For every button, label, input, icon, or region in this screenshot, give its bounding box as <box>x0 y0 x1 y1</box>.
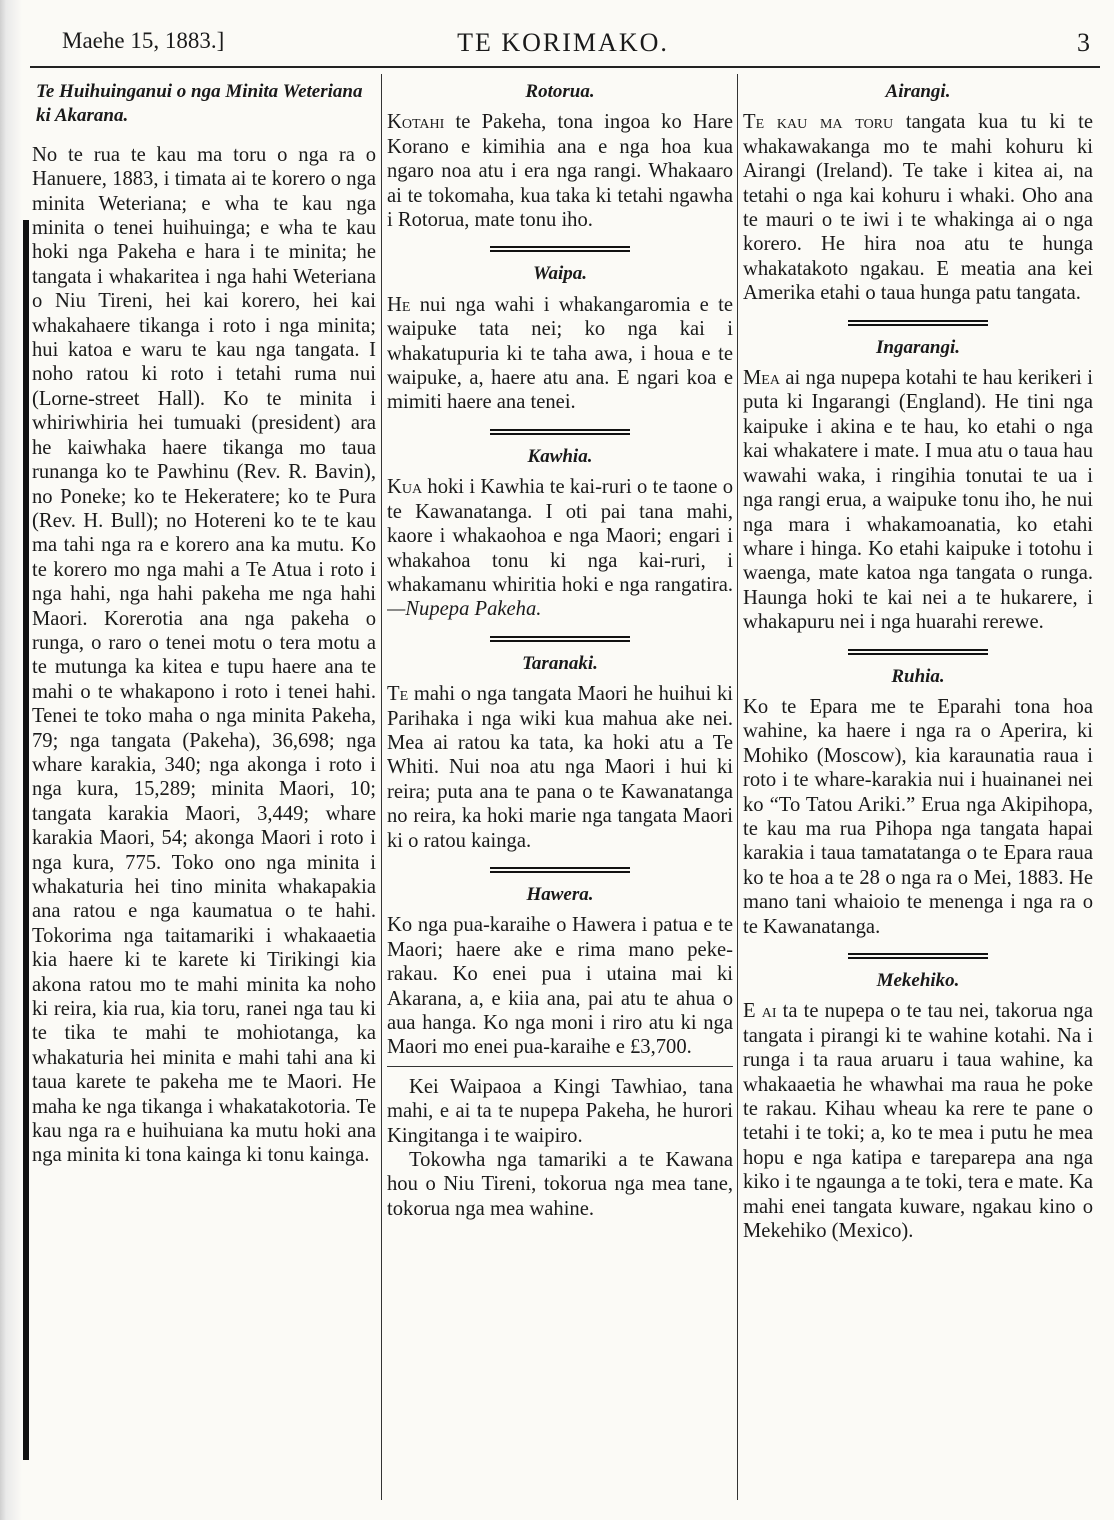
issue-date: Maehe 15, 1883.] <box>62 28 225 53</box>
article-body-ingarangi: Mea ai nga nupepa kotahi te hau kerikeri i puta ki Ingarangi (England). He tini nga kaipuke i akina e te hau, ko etahi o nga kai whakatere i mate. I mua atu o taua hau wawahi waka, i ringihia tonutai te ua i nga rangi erua, a waipuke tonu iho, he nui nga mara i whakamoanatia, ko etahi whare i hinga. Ko etahi kaipuke i totohu i waenga, mate katoa nga tangata o runga. Haunga hoki te kai nei a te hukarere, i whakapuru nei i nga huarahi rerewe. <box>743 367 1093 634</box>
article-body-tawhiao: Kei Waipaoa a Kingi Tawhiao, tana mahi, e ai ta te nupepa Pakeha, he hurori Kingitanga i te waipiro. <box>387 1075 733 1147</box>
article-body-kawana: Tokowha nga tamariki a te Kawana hou o Niu Tireni, tokorua nga mea tane, tokorua nga mea wahine. <box>387 1149 733 1220</box>
page-header <box>30 28 1096 68</box>
article-title-rotorua: Rotorua. <box>525 81 595 102</box>
article-body-hawera: Ko nga pua-karaihe o Hawera i patua e te Maori; haere ake e rima mano peke-rakau. Ko enei pua i utaina mai ki Akarana, a, e kiia ana, pai atu te ahua o aua hanga. Ko nga moni i riro atu ki nga Maori mo enei pua-karaihe e £3,700. <box>387 914 733 1059</box>
article-title-ingarangi: Ingarangi. <box>876 336 960 358</box>
page-number: 3 <box>1077 28 1090 57</box>
article-body-taranaki: Te mahi o nga tangata Maori he huihui ki Parihaka i nga wiki kua mahua ake nei. Mea ai ratou ka tata, ka hoki atu a Te Whiti. Nui noa atu nga Maori i hui ki reira; puta ana te pana o te Kawanatanga no reira, ka hoki marie nga tangata Maori ki o ratou kainga. <box>387 683 733 852</box>
section-divider <box>848 320 988 326</box>
article-body-rotorua: Kotahi te Pakeha, tona ingoa ko Hare Korano e kimihia ana e nga hoa kua ngaro noa atu i era nga rangi. Whakaaro ai te tokomaha, kua taka ki tetahi ngawha i Rotorua, mate tonu iho. <box>387 111 733 232</box>
article-body-kawhia: Kua hoki i Kawhia te kai-ruri o te taone o te Kawanatanga. I oti pai tana mahi, kaore i whakaohoa e nga Maori; engari i whakahoa tonu ki nga kai-ruri, i whakamanu whiritia hoki e nga rangatira.—Nupepa Pakeha. <box>387 476 733 621</box>
section-divider <box>490 246 630 252</box>
column-1 <box>32 74 376 1506</box>
binding-mark <box>23 220 29 1460</box>
article-body-airangi: Te kau ma toru tangata kua tu ki te whakawakanga mo te mahi kohuru ki Airangi (Ireland). Te take i kitea ai, na tetahi o nga kai kohuru i whaki. Oho ana te mauri o te iwi i te whakinga ai o nga korero. He hira noa atu te hunga whakatakoto ngakau. E meatia ana kei Amerika etahi o taua hunga patu tangata. <box>743 111 1093 305</box>
page-edge <box>0 0 22 1520</box>
section-divider <box>848 953 988 959</box>
article-title-taranaki: Taranaki. <box>522 652 598 674</box>
article-title-kawhia: Kawhia. <box>527 445 593 467</box>
newspaper-title: TE KORIMAKO. <box>457 28 669 57</box>
article-title-mekehiko: Mekehiko. <box>876 970 960 991</box>
short-rule <box>387 1066 733 1067</box>
column-rule <box>381 74 382 1500</box>
section-divider <box>490 636 630 642</box>
article-title-hawera: Hawera. <box>526 883 594 905</box>
article-title-waipa: Waipa. <box>532 263 587 285</box>
article-body-waipa: He nui nga wahi i whakangaromia e te waipuke tata nei; ko nga kai i whakatupuria ki te taha awa, i houa e te waipuke, a, haere atu ana. E ngari koa e mimiti haere ana tenei. <box>387 293 733 414</box>
article-body-minita: No te rua te kau ma toru o nga ra o Hanuere, 1883, i timata ai te korero o nga minita Weteriana; e wha te kau nga minita o tenei huihuinga; e wha te kau hoki nga Pakeha e hara i te minita; he tangata i whakaritea i nga hahi Weteriana o Niu Tireni, hei kai korero, hei kai whakahaere tikanga i roto i nga minita; hui katoa e waru te kau nga tangata. I noho ratou ki roto i tetahi ruma nui (Lorne-street Hall). Ko te minita i whiriwhiria hei tumuaki (president) ara he kaiwhaka haere tikanga mo taua runanga ko te Pawhinu (Rev. R. Bavin), no Poneke; ko te Hekeratere; ko te Pura (Rev. H. Bull); no Hotereni ko te te kau ma tahi nga ra e korero ana ka mutu. Ko te korero mo nga mahi a Te Atua i roto i nga hahi, nga hahi pakeha me nga hahi Maori. Korerotia ana nga pakeha o runga, o raro o tenei motu o tera motu a te mutunga ka kitea e tupu haere ana te mahi o te whakapono i roto i tenei hahi. Tenei te toko maha o nga minita Pakeha, 79; nga tangata (Pakeha), 36,698; nga whare karakia, 340; nga akonga i roto i nga kura, 15,289; minita Maori, 10; tangata karakia Maori, 3,449; whare karakia Maori, 54; akonga Maori i roto i nga kura, 775. Toko ono nga minita i whakaturia hei tino minita whakapakia ana ratou e nga kaumatua o te hahi. Tokorima nga taitamariki i whakaaetia kia haere ki te karete ki Tirikingi kia akona ratou mo te mahi minita ka noho ki reira, kia rua, kia toru, ranei nga tau ki te tika te mahi te mohiotanga, ka whakaturia hei minita e mahi tahi ana ki taua karete te pakeha me te Maori. He maha ke nga tikanga i whakatakotoria. Te kau nga ra e huihuiana ka mutu hoki ana nga minita ki tona kainga ki tonu kainga. <box>32 143 376 1167</box>
article-title-minita: Te Huihuinganui o nga Minita Weteriana ki Akarana. <box>36 81 363 127</box>
column-rule <box>737 74 738 1500</box>
article-body-ruhia: Ko te Epara me te Eparahi tona hoa wahine, ka haere i nga ra o Aperira, ki Mohiko (Moscow), kia karaunatia raua i roto i te whare-karakia nui i huainanei nei ko “To Tatou Ariki.” Erua nga Akipihopa, te kau ma rua Pihopa nga tangata hapai karakia i taua tamatatanga o te Epara raua ko te hoa a te 28 o nga ra o Mei, 1883. He mano tani whaioio te menenga i nga ra o te Kawanatanga. <box>743 695 1093 938</box>
article-body-mekehiko: E ai ta te nupepa o te tau nei, takorua nga tangata i pirangi ki te wahine kotahi. Na i runga i ta raua aruaru i taua wahine, ka whakaaetia he whawhai ma raua he poke te rakau. Kihau wheau ka rere te pane o tetahi i te toki; a, ko te mea i putu he mea hopu e nga katipa e tareparepa ana nga kiko i te ngaunga a te toki, tera e mate. Ka mahi enei tangata kuware, ngakau kino o Mekehiko (Mexico). <box>743 1000 1093 1243</box>
column-3 <box>743 74 1093 1506</box>
header-rule <box>30 66 1100 68</box>
article-title-airangi: Airangi. <box>885 81 951 102</box>
section-divider <box>490 429 630 435</box>
article-title-ruhia: Ruhia. <box>891 665 945 687</box>
section-divider <box>490 867 630 873</box>
column-2 <box>387 74 733 1506</box>
section-divider <box>848 649 988 655</box>
